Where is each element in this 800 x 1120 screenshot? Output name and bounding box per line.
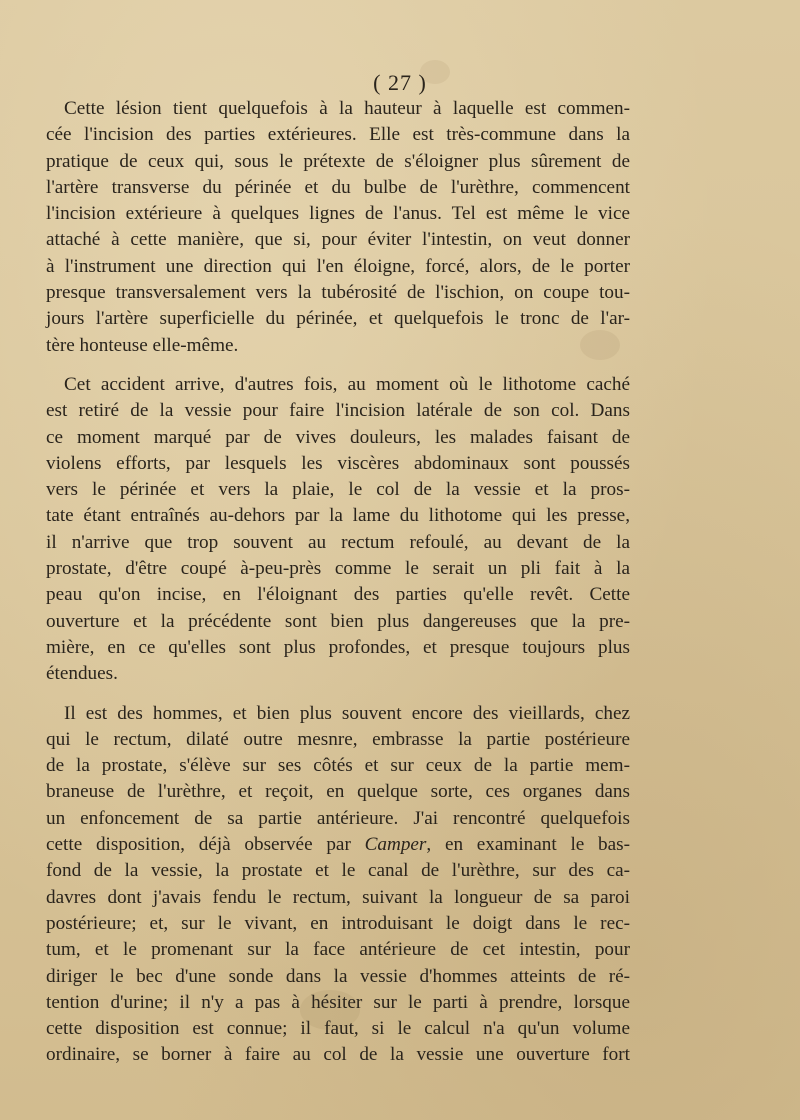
paragraph: [46, 96, 630, 359]
page-number: ( 27 ): [373, 70, 427, 95]
text-line: tate étant entraînés au-dehors par la lame du lithotome qui les presse,: [46, 505, 630, 527]
text-line: à l'instrument une direction qui l'en éloigne, forcé, alors, de le porter: [46, 255, 630, 277]
text-line: presque transversalement vers la tubérosité de l'ischion, on coupe tou-: [46, 282, 630, 304]
text-line: Cet accident arrive, d'autres fois, au moment où le lithotome caché: [64, 373, 630, 395]
text-line: violens efforts, par lesquels les viscères abdominaux sont poussés: [46, 452, 630, 474]
text-line: braneuse de l'urèthre, et reçoit, en quelque sorte, ces organes dans: [46, 781, 630, 803]
text-line: davres dont j'avais fendu le rectum, suivant la longueur de sa paroi: [46, 886, 630, 908]
text-line: cée l'incision des parties extérieures. Elle est très-commune dans la: [46, 124, 630, 146]
text-line: qui le rectum, dilaté outre mesnre, embrasse la partie postérieure: [46, 728, 630, 750]
text-line: cette disposition est connue; il faut, si le calcul n'a qu'un volume: [46, 1018, 630, 1040]
text-line: cette disposition, déjà observée par Camper, en examinant le bas-: [46, 834, 630, 856]
text-line: un enfoncement de sa partie antérieure. J'ai rencontré quelquefois: [46, 807, 630, 829]
text-line: fond de la vessie, la prostate et le canal de l'urèthre, sur des ca-: [46, 860, 630, 882]
body-text: [46, 96, 630, 1082]
text-line: de la prostate, s'élève sur ses côtés et sur ceux de la partie mem-: [46, 755, 630, 777]
text-line: jours l'artère superficielle du périnée, et quelquefois le tronc de l'ar-: [46, 308, 630, 330]
text-line: diriger le bec d'une sonde dans la vessie d'hommes atteints de ré-: [46, 965, 630, 987]
text-line: attaché à cette manière, que si, pour éviter l'intestin, on veut donner: [46, 229, 630, 251]
text-line: ordinaire, se borner à faire au col de la vessie une ouverture fort: [46, 1044, 630, 1066]
text-line: peau qu'on incise, en l'éloignant des parties qu'elle revêt. Cette: [46, 584, 630, 606]
text-line: mière, en ce qu'elles sont plus profondes, et presque toujours plus: [46, 636, 630, 658]
text-line: tère honteuse elle-même.: [46, 334, 239, 356]
paragraph: [46, 701, 630, 1069]
text-line: vers le périnée et vers la plaie, le col de la vessie et la pros-: [46, 479, 630, 501]
text-line: ce moment marqué par de vives douleurs, les malades faisant de: [46, 426, 630, 448]
text-line: tention d'urine; il n'y a pas à hésiter sur le parti à prendre, lorsque: [46, 991, 630, 1013]
text-line: étendues.: [46, 663, 118, 685]
text-line: tum, et le promenant sur la face antérieure de cet intestin, pour: [46, 939, 630, 961]
text-line: est retiré de la vessie pour faire l'incision latérale de son col. Dans: [46, 400, 630, 422]
text-line: pratique de ceux qui, sous le prétexte de s'éloigner plus sûrement de: [46, 150, 630, 172]
text-line: l'artère transverse du périnée et du bulbe de l'urèthre, commencent: [46, 176, 630, 198]
italic-name: Camper: [364, 834, 427, 856]
text-line: postérieure; et, sur le vivant, en introduisant le doigt dans le rec-: [46, 912, 630, 934]
text-line: il n'arrive que trop souvent au rectum refoulé, au devant de la: [46, 531, 630, 553]
text-line: prostate, d'être coupé à-peu-près comme le serait un pli fait à la: [46, 558, 630, 580]
text-line: ouverture et la précédente sont bien plus dangereuses que la pre-: [46, 610, 630, 632]
text-line: l'incision extérieure à quelques lignes de l'anus. Tel est même le vice: [46, 203, 630, 225]
text-line: Il est des hommes, et bien plus souvent encore des vieillards, chez: [64, 702, 630, 724]
text-line: Cette lésion tient quelquefois à la hauteur à laquelle est commen-: [64, 98, 630, 119]
paragraph: [46, 372, 630, 688]
